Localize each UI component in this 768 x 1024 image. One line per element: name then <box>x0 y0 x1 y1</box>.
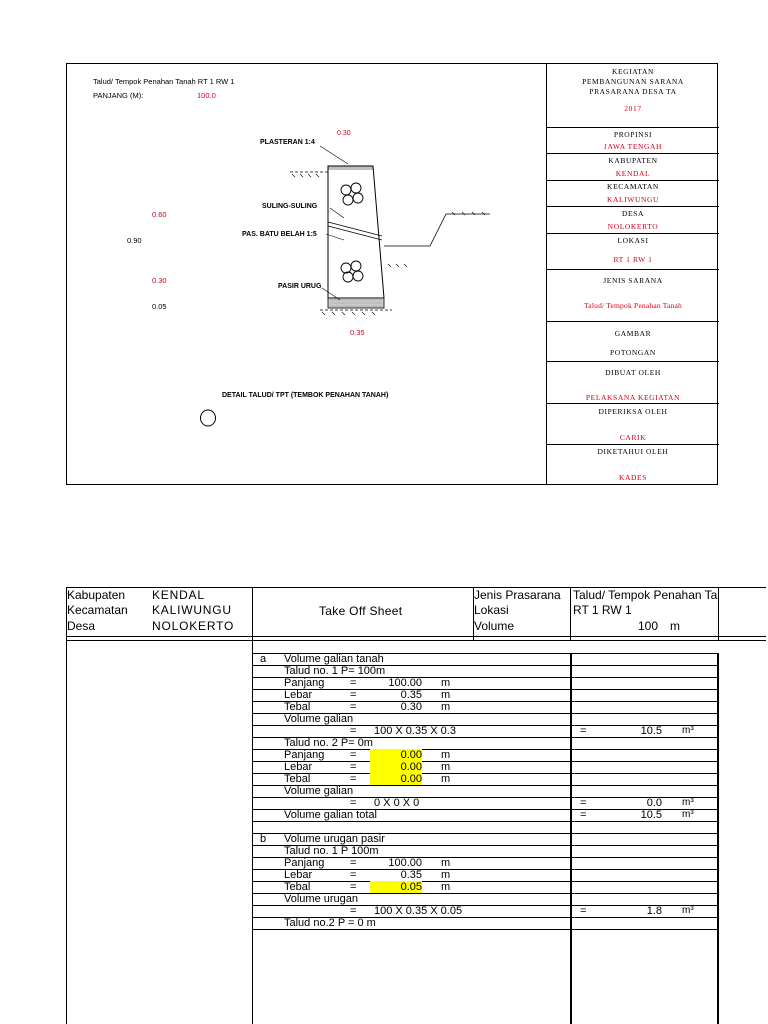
drawing-title: Talud/ Tempok Penahan Tanah RT 1 RW 1 <box>93 77 235 86</box>
row-description: Volume galian <box>284 713 354 725</box>
table-row <box>252 749 722 761</box>
table-row <box>252 833 722 845</box>
lokasi-value: RT 1 RW 1 <box>613 255 653 264</box>
jenis-value: Talud/ Tempok Penahan Ta <box>573 588 718 602</box>
dibuat-value: PELAKSANA KEGIATAN <box>585 393 681 402</box>
year-value: 2017 <box>624 104 642 113</box>
row-equals: = <box>350 773 357 785</box>
table-row <box>252 893 722 905</box>
volume-value: 100 <box>638 619 659 633</box>
dibuat-label: DIBUAT OLEH <box>605 368 661 377</box>
table-row <box>252 881 722 893</box>
desa-value: NOLOKERTO <box>152 619 235 633</box>
row-equals: = <box>350 869 357 881</box>
row-unit: m <box>441 677 451 689</box>
row-unit: m <box>441 761 451 773</box>
lokasi-value: RT 1 RW 1 <box>573 603 632 617</box>
dim-bottom: 0.35 <box>350 328 365 337</box>
takeoff-sheet <box>66 587 766 1024</box>
table-row <box>252 653 722 665</box>
row-equals: = <box>350 905 357 917</box>
propinsi-value: JAWA TENGAH <box>603 142 663 151</box>
row-unit: m <box>441 773 451 785</box>
row-result-unit: m³ <box>682 797 694 808</box>
desa-value: NOLOKERTO <box>607 222 659 231</box>
label-pasir: PASIR URUG <box>278 283 322 290</box>
row-description: Tebal <box>284 701 311 713</box>
row-equals: = <box>350 881 357 893</box>
table-row <box>252 845 722 857</box>
row-description: Talud no. 1 P 100m <box>284 845 379 857</box>
row-unit: m <box>441 857 451 869</box>
kabupaten-label: Kabupaten <box>67 588 126 602</box>
row-result: 10.5 <box>640 809 662 821</box>
kecamatan-label: KECAMATAN <box>607 182 659 191</box>
row-value: 0.00 <box>370 749 422 761</box>
row-marker: b <box>260 833 267 845</box>
diketahui-value: KADES <box>618 473 647 482</box>
label-suling: SULING-SULING <box>262 203 318 210</box>
row-value: 0.05 <box>370 881 422 893</box>
table-row <box>252 665 722 677</box>
row-value: 0 X 0 X 0 <box>374 797 420 809</box>
dim-top: 0.30 <box>337 130 351 137</box>
gambar-value: POTONGAN <box>610 348 656 357</box>
row-equals: = <box>350 689 357 701</box>
table-row <box>252 821 722 833</box>
row-result-equals: = <box>580 905 587 917</box>
table-row <box>252 797 722 809</box>
lokasi-label: LOKASI <box>617 236 649 245</box>
row-value: 0.00 <box>370 761 422 773</box>
row-description: Lebar <box>284 689 313 701</box>
row-result-equals: = <box>580 725 587 737</box>
row-equals: = <box>350 761 357 773</box>
row-value: 100.00 <box>388 677 422 689</box>
lokasi-label: Lokasi <box>474 603 509 617</box>
kegiatan-line-3: PRASARANA DESA TA <box>589 87 677 96</box>
row-description: Panjang <box>284 749 325 761</box>
row-result-unit: m³ <box>682 905 694 916</box>
table-row <box>252 689 722 701</box>
title-block <box>546 63 719 485</box>
row-value: 0.35 <box>400 689 422 701</box>
volume-unit: m <box>670 619 680 633</box>
diperiksa-label: DIPERIKSA OLEH <box>598 407 668 416</box>
row-description: Talud no.2 P = 0 m <box>284 917 376 929</box>
desa-label: DESA <box>622 209 644 218</box>
row-description: Lebar <box>284 869 313 881</box>
row-equals: = <box>350 797 357 809</box>
kegiatan-line-1: KEGIATAN <box>611 67 655 76</box>
section-marker-icon <box>198 408 218 428</box>
row-value: 100 X 0.35 X 0.3 <box>374 725 456 737</box>
row-marker: a <box>260 653 267 665</box>
row-description: Volume galian total <box>284 809 377 821</box>
table-row <box>252 713 722 725</box>
volume-label: Volume <box>474 619 515 633</box>
table-row <box>252 857 722 869</box>
desa-label: Desa <box>67 619 96 633</box>
row-unit: m <box>441 701 451 713</box>
kegiatan-header <box>547 67 719 97</box>
row-unit: m <box>441 881 451 893</box>
row-description: Volume urugan pasir <box>284 833 385 845</box>
row-equals: = <box>350 725 357 737</box>
table-row <box>252 917 722 929</box>
diketahui-label: DIKETAHUI OLEH <box>597 447 669 456</box>
propinsi-label: PROPINSI <box>613 130 653 139</box>
row-result: 0.0 <box>646 797 662 809</box>
table-row <box>252 725 722 737</box>
takeoff-table <box>252 653 720 1024</box>
kecamatan-value: KALIWUNGU <box>606 195 660 204</box>
jenis-label: Jenis Prasarana <box>474 588 561 602</box>
table-row <box>252 701 722 713</box>
row-result-unit: m³ <box>682 809 694 820</box>
kabupaten-label: KABUPATEN <box>608 156 658 165</box>
table-row <box>252 773 722 785</box>
row-description: Volume galian tanah <box>284 653 384 665</box>
kabupaten-value: KENDAL <box>615 169 651 178</box>
row-unit: m <box>441 869 451 881</box>
wall-cross-section <box>240 140 500 340</box>
row-equals: = <box>350 677 357 689</box>
row-result-equals: = <box>580 809 587 821</box>
label-plasteran: PLASTERAN 1:4 <box>260 139 315 146</box>
row-description: Volume urugan <box>284 893 358 905</box>
row-result-equals: = <box>580 797 587 809</box>
row-value: 0.35 <box>400 869 422 881</box>
row-description: Tebal <box>284 881 311 893</box>
row-description: Panjang <box>284 677 325 689</box>
table-row <box>252 905 722 917</box>
row-description: Lebar <box>284 761 313 773</box>
table-row <box>252 869 722 881</box>
row-equals: = <box>350 857 357 869</box>
jenis-label: JENIS SARANA <box>603 276 663 285</box>
kecamatan-label: Kecamatan <box>67 603 128 617</box>
row-value: 0.00 <box>370 773 422 785</box>
diperiksa-value: CARIK <box>619 433 647 442</box>
jenis-value: Talud/ Tempok Penahan Tanah <box>584 301 682 310</box>
table-row <box>252 785 722 797</box>
drawing-caption: DETAIL TALUD/ TPT (TEMBOK PENAHAN TANAH) <box>222 392 389 399</box>
row-unit: m <box>441 689 451 701</box>
row-value: 0.30 <box>400 701 422 713</box>
row-equals: = <box>350 701 357 713</box>
row-unit: m <box>441 749 451 761</box>
row-description: Talud no. 2 P= 0m <box>284 737 373 749</box>
panjang-label: PANJANG (M): <box>93 91 144 100</box>
dim-090: 0.90 <box>127 236 142 245</box>
row-equals: = <box>350 749 357 761</box>
label-batu: PAS. BATU BELAH 1:5 <box>242 231 317 238</box>
table-row <box>252 737 722 749</box>
table-row <box>252 809 722 821</box>
table-row <box>252 761 722 773</box>
row-description: Panjang <box>284 857 325 869</box>
kabupaten-value: KENDAL <box>152 588 205 602</box>
dim-030: 0.30 <box>152 276 167 285</box>
sheet-title: Take Off Sheet <box>319 604 403 618</box>
table-row <box>252 677 722 689</box>
row-description: Volume galian <box>284 785 354 797</box>
dim-005: 0.05 <box>152 302 167 311</box>
kegiatan-line-2: PEMBANGUNAN SARANA <box>582 77 684 86</box>
row-value: 100.00 <box>388 857 422 869</box>
row-result-unit: m³ <box>682 725 694 736</box>
kecamatan-value: KALIWUNGU <box>152 603 232 617</box>
row-result: 1.8 <box>646 905 662 917</box>
dim-060: 0.60 <box>152 210 167 219</box>
row-value: 100 X 0.35 X 0.05 <box>374 905 463 917</box>
panjang-value: 100.0 <box>197 91 216 100</box>
row-result: 10.5 <box>640 725 662 737</box>
gambar-label: GAMBAR <box>614 329 652 338</box>
row-description: Tebal <box>284 773 311 785</box>
row-description: Talud no. 1 P= 100m <box>284 665 386 677</box>
row-gridline <box>252 929 718 930</box>
